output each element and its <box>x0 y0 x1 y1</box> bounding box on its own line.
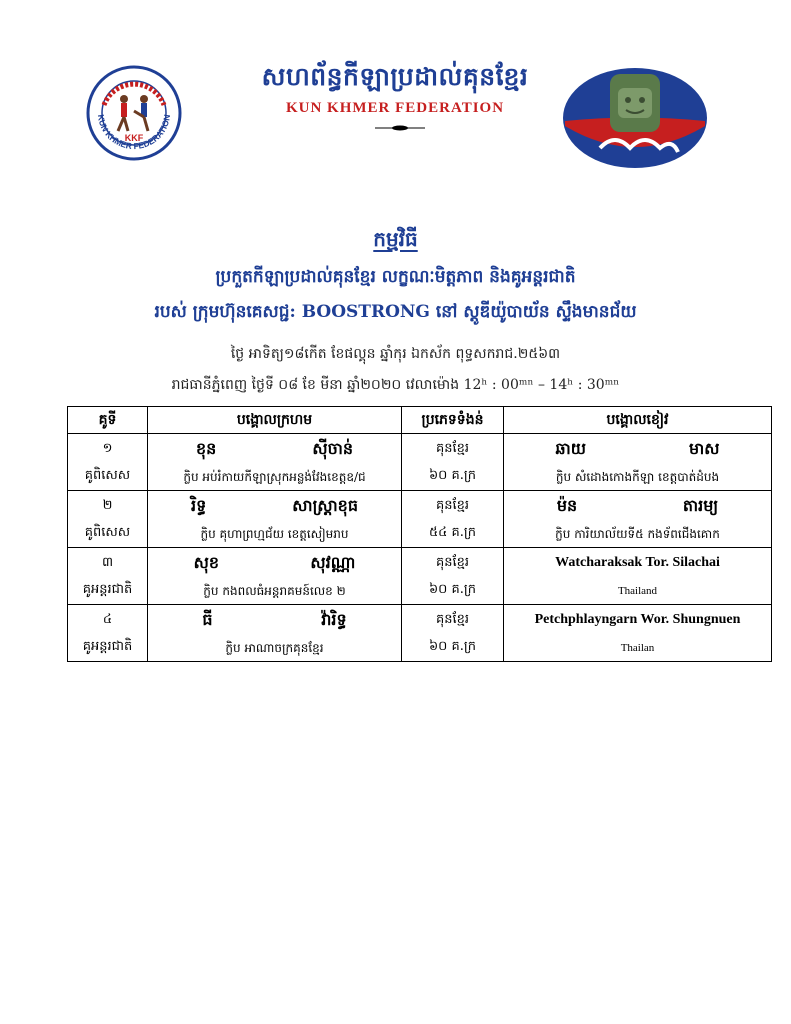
bout-number: ៤ <box>102 612 113 627</box>
red-corner-cell <box>148 491 402 548</box>
red-fighter-first: រិទ្ធ <box>191 496 207 515</box>
red-fighter-last: ស៊ីចាន់ <box>312 439 353 458</box>
table-row <box>68 491 772 548</box>
bout-cell <box>68 548 148 605</box>
weight-value: ៦០ គ.ក្រ <box>428 639 477 654</box>
red-corner-cell <box>148 605 402 662</box>
table-row <box>68 548 772 605</box>
program-subtitle-1: ប្រកួតកីឡាប្រដាល់គុនខ្មែរ លក្ខណៈមិត្តភាព និងគូអន្តរជាតិ <box>215 267 576 287</box>
angkor-emblem <box>560 66 710 170</box>
weight-value: ៦០ គ.ក្រ <box>428 582 477 597</box>
header-bout-no: គូទី <box>68 407 148 434</box>
weight-cell <box>402 434 504 491</box>
header-blue-corner: បង្គោលខៀវ <box>504 407 772 434</box>
fight-card-table <box>67 406 772 662</box>
bout-type: គូពិសេស <box>84 468 131 483</box>
title-divider <box>375 124 425 132</box>
blue-corner-cell <box>504 548 772 605</box>
bout-number: ៣ <box>101 555 114 570</box>
red-club: ក្លិប កងពលធំអន្តរាគមន៍លេខ ២ <box>203 584 346 598</box>
header-weight: ប្រភេទទំងន់ <box>402 407 504 434</box>
weight-class: គុនខ្មែរ <box>435 555 469 570</box>
blue-corner-cell <box>504 491 772 548</box>
red-club: ក្លិប គុហាព្រហ្មជ័យ ខេត្តសៀមរាប <box>200 527 349 541</box>
kkf-logo <box>86 65 182 161</box>
event-date-time: រាជធានីភ្នំពេញ ថ្ងៃទី ០៨ ខែ មីនា ឆ្នាំ២០២០ វេលាម៉ោង 12ʰ : 00ᵐⁿ – 14ʰ : 30ᵐⁿ <box>171 377 620 393</box>
weight-class: គុនខ្មែរ <box>435 498 469 513</box>
weight-class: គុនខ្មែរ <box>435 441 469 456</box>
blue-fighter-name: Watcharaksak Tor. Silachai <box>555 555 720 570</box>
table-row <box>68 434 772 491</box>
svg-text:KKF: KKF <box>124 133 144 143</box>
weight-cell <box>402 548 504 605</box>
bout-cell <box>68 434 148 491</box>
program-title: កម្មវិធី <box>373 227 418 251</box>
bout-type: គូពិសេស <box>84 525 131 540</box>
bout-type: គូអន្តរជាតិ <box>82 582 133 597</box>
bout-type: គូអន្តរជាតិ <box>82 639 133 654</box>
bout-cell <box>68 605 148 662</box>
blue-fighter-first: ម៉ន <box>556 496 578 515</box>
blue-fighter-name: Petchphlayngarn Wor. Shungnuen <box>534 612 741 627</box>
red-fighter-first: ខុន <box>196 439 217 458</box>
blue-fighter-last: តារម្យ <box>682 496 719 515</box>
bout-number: ២ <box>102 498 113 513</box>
red-fighter-first: សុខ <box>193 553 220 572</box>
blue-fighter-first: ឆាយ <box>555 439 586 458</box>
lunar-date: ថ្ងៃ អាទិត្យ១៨កើត ខែផល្គុន ឆ្នាំកុរ ឯកស័ក ពុទ្ធសករាជ.២៥៦៣ <box>230 346 561 362</box>
red-club: ក្លិប អប់រំកាយកីឡាស្រុកអន្លង់វែងខេត្តឧ/ជ <box>183 470 366 484</box>
table-header-row <box>68 407 772 434</box>
blue-club: ក្លិប ការិយាល័យទី៥ កងទ័ពជើងគោក <box>555 527 720 541</box>
red-corner-cell <box>148 434 402 491</box>
blue-corner-cell <box>504 434 772 491</box>
blue-club: Thailan <box>620 642 655 654</box>
bout-number: ១ <box>102 441 113 456</box>
red-corner-cell <box>148 548 402 605</box>
program-subtitle-2: របស់ ក្រុមហ៊ុនគេសជ្ជ: BOOSTRONG នៅ ស្តូឌីយ៉ូបាយ័ន ស្ទឹងមានជ័យ <box>154 302 637 322</box>
org-name-khmer: សហព័ន្ធកីឡាប្រដាល់គុនខ្មែរ <box>261 62 529 91</box>
org-name-english: KUN KHMER FEDERATION <box>285 100 505 116</box>
weight-cell <box>402 491 504 548</box>
red-fighter-first: ធី <box>202 610 213 629</box>
red-club: ក្លិប អាណាចក្រគុនខ្មែរ <box>225 641 324 655</box>
red-fighter-last: វ៉ារិទ្ធ <box>321 610 347 629</box>
header-red-corner: បង្គោលក្រហម <box>148 407 402 434</box>
blue-club: ក្លិប សំដោងកោងកីឡា ខេត្តបាត់ដំបង <box>555 470 720 484</box>
red-fighter-last: សុវណ្ណា <box>310 553 356 572</box>
blue-corner-cell <box>504 605 772 662</box>
weight-class: គុនខ្មែរ <box>435 612 469 627</box>
weight-cell <box>402 605 504 662</box>
blue-club: Thailand <box>617 585 658 597</box>
weight-value: ៦០ គ.ក្រ <box>428 468 477 483</box>
bout-cell <box>68 491 148 548</box>
blue-fighter-last: មាស <box>689 439 720 458</box>
table-row <box>68 605 772 662</box>
svg-text:KUN KHMER FEDERATION: KUN KHMER FEDERATION <box>95 113 173 152</box>
weight-value: ៥៤ គ.ក្រ <box>428 525 477 540</box>
red-fighter-last: សាស្ត្រាខុធ <box>292 496 358 515</box>
